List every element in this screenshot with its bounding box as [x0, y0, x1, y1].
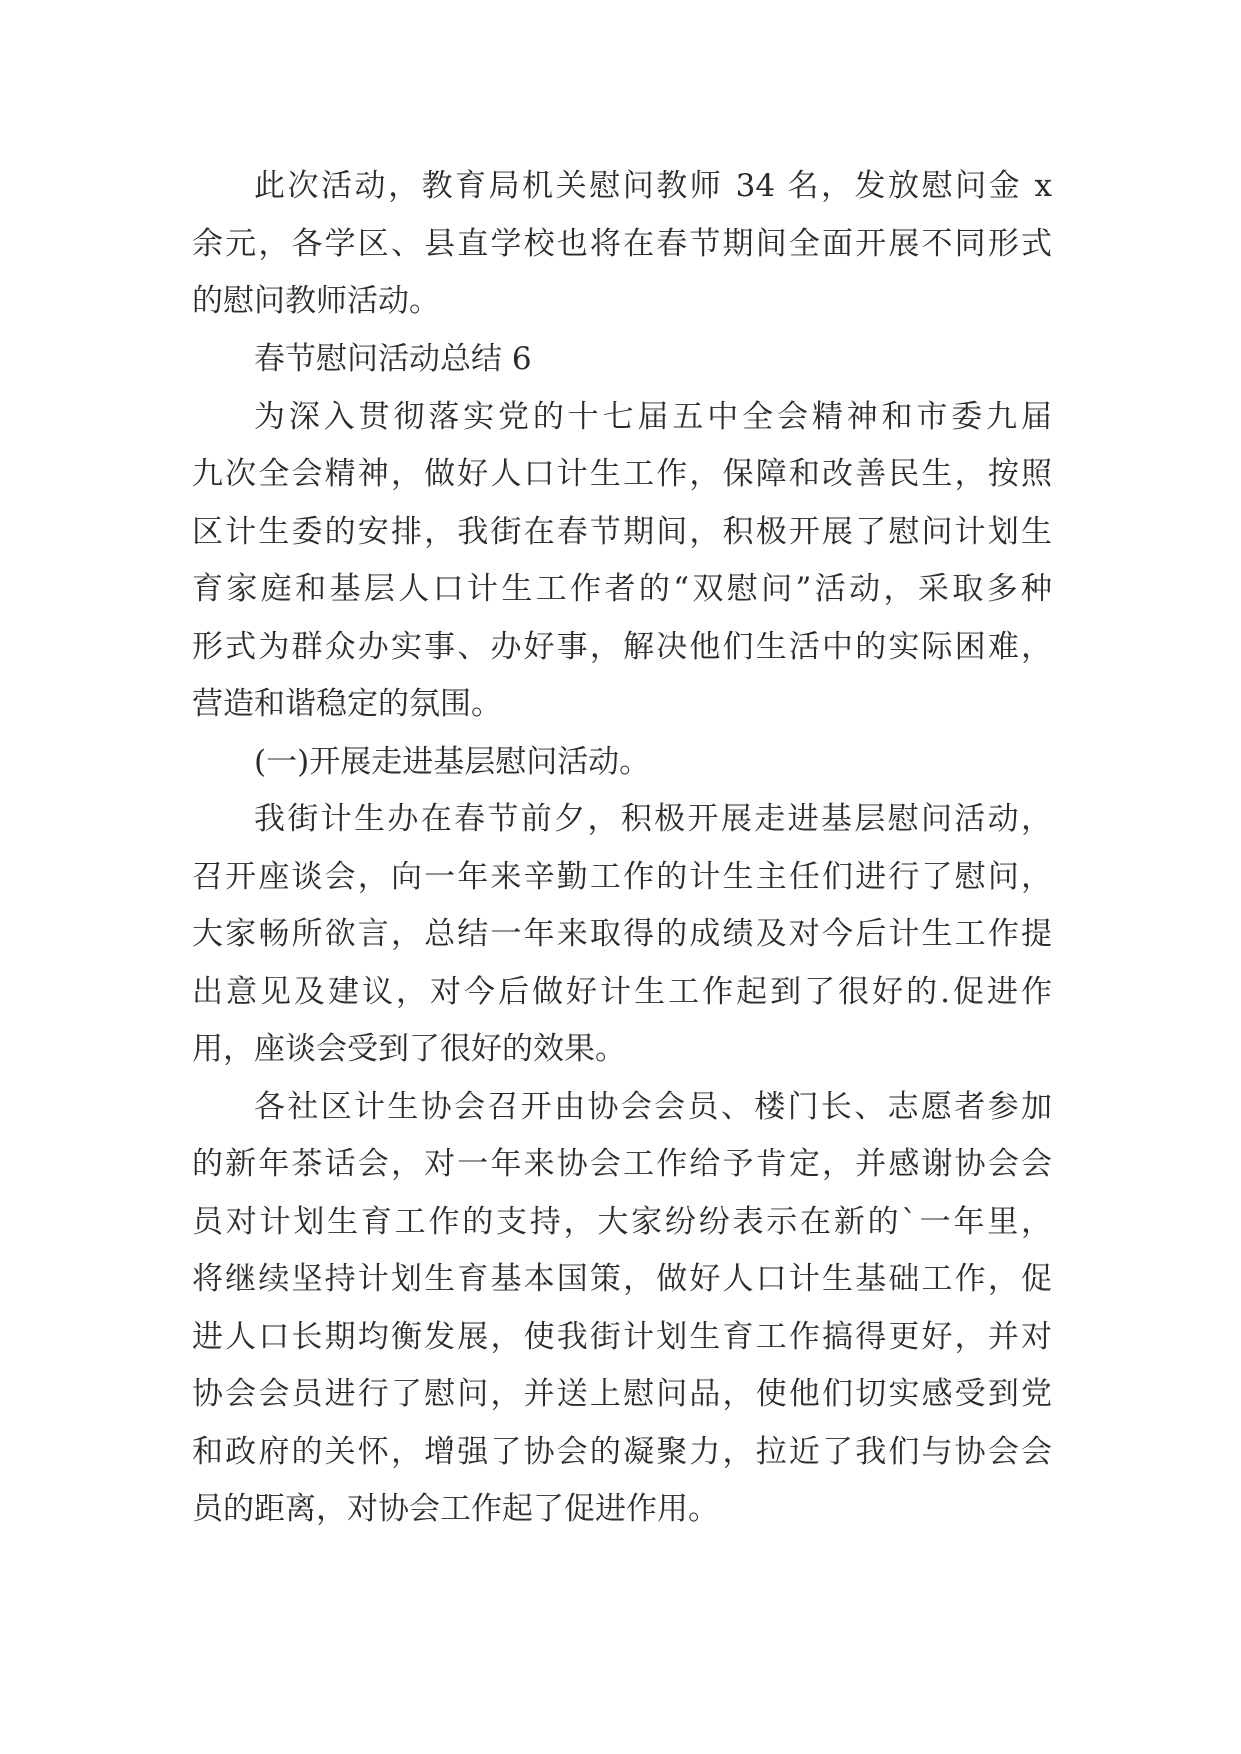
paragraph-line: 为深入贯彻落实党的十七届五中全会精神和市委九届	[254, 399, 1052, 435]
paragraph-line: 出意见及建议，对今后做好计生工作起到了很好的.促进作	[192, 974, 1052, 1010]
paragraph-line: 各社区计生协会召开由协会会员、楼门长、志愿者参加	[254, 1089, 1052, 1125]
paragraph-line: 用，座谈会受到了很好的效果。	[192, 1031, 626, 1067]
paragraph-line: 的新年茶话会，对一年来协会工作给予肯定，并感谢协会会	[192, 1146, 1052, 1182]
paragraph-line: 区计生委的安排，我街在春节期间，积极开展了慰问计划生	[192, 514, 1052, 550]
paragraph-line: 大家畅所欲言，总结一年来取得的成绩及对今后计生工作提	[192, 916, 1052, 952]
paragraph-line: 育家庭和基层人口计生工作者的“双慰问”活动，采取多种	[192, 571, 1052, 607]
paragraph-line: 和政府的关怀，增强了协会的凝聚力，拉近了我们与协会会	[192, 1434, 1052, 1470]
paragraph-line: 员的距离，对协会工作起了促进作用。	[192, 1491, 719, 1527]
paragraph-line: 进人口长期均衡发展，使我街计划生育工作搞得更好，并对	[192, 1319, 1052, 1355]
paragraph-line: 召开座谈会，向一年来辛勤工作的计生主任们进行了慰问，	[192, 859, 1052, 895]
paragraph-line: 协会会员进行了慰问，并送上慰问品，使他们切实感受到党	[192, 1376, 1052, 1412]
section-heading: 春节慰问活动总结 6	[254, 341, 532, 377]
paragraph-line: 营造和谐稳定的氛围。	[192, 686, 502, 722]
paragraph-line: 将继续坚持计划生育基本国策，做好人口计生基础工作，促	[192, 1261, 1052, 1297]
subsection-heading: (一)开展走进基层慰问活动。	[254, 744, 651, 780]
paragraph-line: 员对计划生育工作的支持，大家纷纷表示在新的`一年里，	[192, 1204, 1052, 1240]
paragraph-line: 形式为群众办实事、办好事，解决他们生活中的实际困难，	[192, 629, 1052, 665]
paragraph-line: 的慰问教师活动。	[192, 283, 440, 319]
paragraph-line: 我街计生办在春节前夕，积极开展走进基层慰问活动，	[254, 801, 1052, 837]
paragraph-line: 余元，各学区、县直学校也将在春节期间全面开展不同形式	[192, 226, 1052, 262]
paragraph-line: 此次活动，教育局机关慰问教师 34 名，发放慰问金 x	[254, 168, 1052, 204]
paragraph-line: 九次全会精神，做好人口计生工作，保障和改善民生，按照	[192, 456, 1052, 492]
